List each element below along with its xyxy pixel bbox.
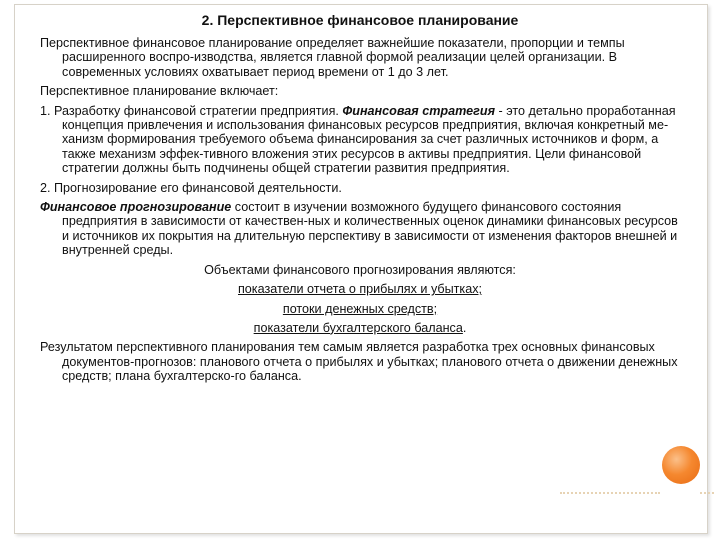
paragraph-strategy [40, 104, 680, 176]
paragraph-definition: Перспективное финансовое планирование определяет важнейшие показатели, пропорции и темпы расширенного воспро-изводства, является главной формой реализации целей организации. В современных условиях охватывает период времени от 1 до 3 лет. [40, 36, 625, 79]
strategy-lead: 1. Разработку финансовой стратегии предприятия. [40, 103, 343, 118]
slide-content [40, 10, 680, 389]
strategy-text: - это детально проработанная концепция привлечения и использования финансовых ресурсов предприятия, включая конкретный ме-ханизм формирования требуемого объема финансирования за счет различных источников и форм, а также механизм эффек-тивного вложения этих ресурсов в активы предприятия. Цели финансовой стратегии должны быть подчинены общей стратегии развития предприятия. [62, 103, 676, 176]
object-item-cash-flows: потоки денежных средств; [282, 301, 438, 316]
decorative-dots-right [700, 492, 714, 496]
orange-circle-icon [662, 446, 700, 484]
slide-title: 2. Перспективное финансовое планирование [201, 12, 519, 28]
strategy-term: Финансовая стратегия [342, 103, 495, 118]
object-item-balance-sheet: показатели бухгалтерского баланса. [253, 320, 467, 335]
paragraph-includes: Перспективное планирование включает: [40, 84, 279, 99]
object-item-profit-loss: показатели отчета о прибылях и убытках; [237, 282, 483, 297]
paragraph-result: Результатом перспективного планирования тем самым является разработка трех основных финансовых документов-прогнозов: планового отчета о прибылях и убытках; планового отчета о движении денежных средств; плана бухгалтерско-го баланса. [40, 340, 678, 384]
paragraph-forecasting-item: 2. Прогнозирование его финансовой деятельности. [40, 180, 342, 195]
decorative-dots-left [560, 492, 660, 496]
forecasting-text: состоит в изучении возможного будущего финансового состояния предприятия в зависимости от качествен-ных и количественных оценок динамики финансовых ресурсов и источников их покрытия на длительную перспективу в зависимости от изменения факторов внешней и внутренней среды. [62, 200, 678, 258]
paragraph-forecasting [40, 200, 680, 258]
objects-heading: Объектами финансового прогнозирования являются: [204, 262, 516, 277]
forecasting-term: Финансовое прогнозирование [40, 200, 232, 215]
